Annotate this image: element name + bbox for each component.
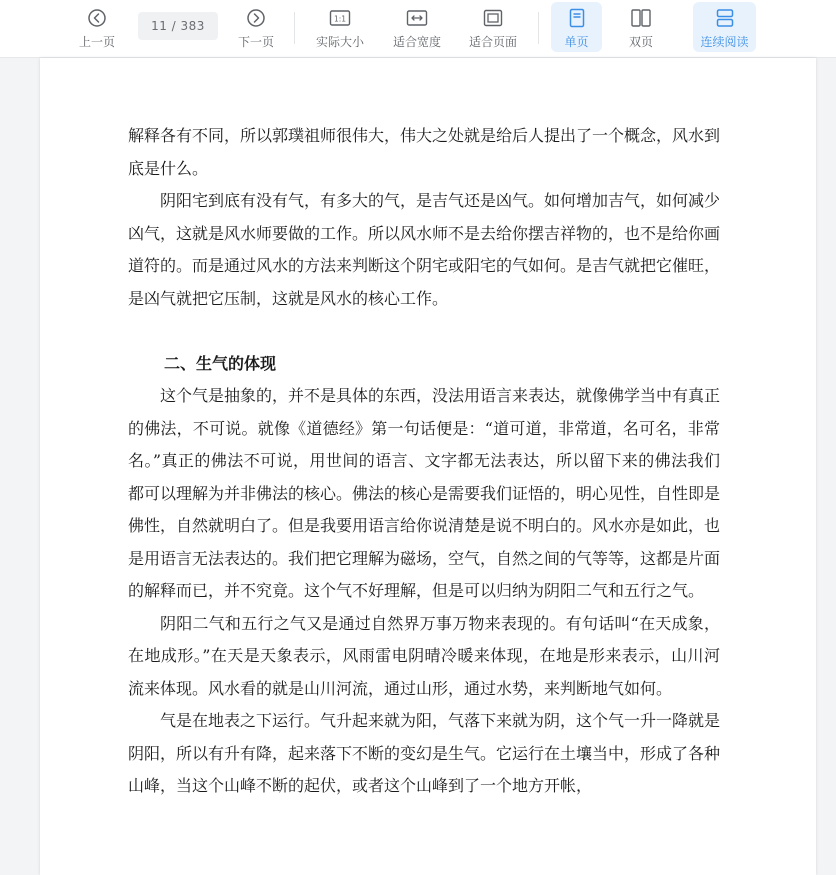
fit-page-icon: [481, 6, 505, 30]
paragraph: 阴阳二气和五行之气又是通过自然界万事万物来表现的。有句话叫“在天成象，在地成形。”在天是天象表示，风雨雷电阴晴冷暖来体现，在地是形来表示，山川河流来体现。风水看的就是山川河流，通过山形，通过水势，来判断地气如何。: [128, 613, 720, 698]
double-page-button[interactable]: [614, 2, 668, 52]
toolbar-divider: [538, 12, 539, 44]
actual-size-button[interactable]: [308, 2, 372, 52]
paragraph: 气是在地表之下运行。气升起来就为阳，气落下来就为阴，这个气一升一降就是阴阳，所以有升有降，起来落下不断的变幻是生气。它运行在土壤当中，形成了各种山峰，当这个山峰不断的起伏，或者这个山峰到了一个地方开帐，: [128, 711, 721, 795]
actual-size-icon: [328, 6, 352, 30]
fit-width-label: 适合宽度: [392, 35, 441, 49]
actual-size-label: 实际大小: [315, 35, 364, 49]
prev-page-label: 上一页: [78, 35, 115, 49]
next-page-label: 下一页: [237, 35, 274, 49]
fit-page-label: 适合页面: [468, 35, 517, 49]
double-page-icon: [629, 6, 653, 30]
circle-right-arrow-icon: [244, 6, 268, 30]
continuous-reading-label: 连续阅读: [700, 35, 749, 49]
single-page-icon: [565, 6, 589, 30]
actual-size-icon-text: 1:1: [333, 14, 347, 24]
prev-page-button[interactable]: [70, 2, 124, 52]
vertical-scrollbar[interactable]: [830, 58, 836, 875]
paragraph: 阴阳宅到底有没有气，有多大的气，是吉气还是凶气。如何增加吉气，如何减少凶气，这就是风水师要做的工作。所以风水师不是去给你摆吉祥物的，也不是给你画道符的。而是通过风水的方法来判断这个阴宅或阳宅的气如何。是吉气就把它催旺，是凶气就把它压制，这就是风水的核心工作。: [128, 191, 721, 308]
single-page-label: 单页: [564, 35, 589, 49]
paragraph: 这个气是抽象的，并不是具体的东西，没法用语言来表达，就像佛学当中有真正的佛法，不可说。就像《道德经》第一句话便是：“道可道，非常道，名可名，非常名。”真正的佛法不可说，用世间的语言、文字都无法表达，所以留下来的佛法我们都可以理解为并非佛法的核心。佛法的核心是需要我们证悟的，明心见性，自性即是佛性，自然就明白了。但是我要用语言给你说清楚是说不明白的。风水亦是如此，也是用语言无法表达的。我们把它理解为磁场，空气，自然之间的气等等，这都是片面的解释而已，并不究竟。这个气不好理解，但是可以归纳为阴阳二气和五行之气。: [128, 386, 721, 600]
continuous-scroll-icon: [713, 6, 737, 30]
single-page-button[interactable]: [551, 2, 602, 52]
page-content: [128, 120, 720, 803]
page-number-indicator[interactable]: 11 / 383: [138, 12, 218, 40]
next-page-button[interactable]: [229, 2, 283, 52]
toolbar-divider: [294, 12, 295, 44]
fit-width-button[interactable]: [385, 2, 449, 52]
continuous-reading-button[interactable]: [693, 2, 756, 52]
fit-width-icon: [405, 6, 429, 30]
document-page: [40, 58, 816, 875]
section-heading: 二、生气的体现: [164, 354, 277, 373]
fit-page-button[interactable]: [461, 2, 525, 52]
paragraph: 解释各有不同，所以郭璞祖师很伟大，伟大之处就是给后人提出了一个概念，风水到底是什么。: [128, 126, 721, 178]
double-page-label: 双页: [628, 35, 653, 49]
reader-toolbar: [0, 0, 836, 58]
circle-left-arrow-icon: [85, 6, 109, 30]
